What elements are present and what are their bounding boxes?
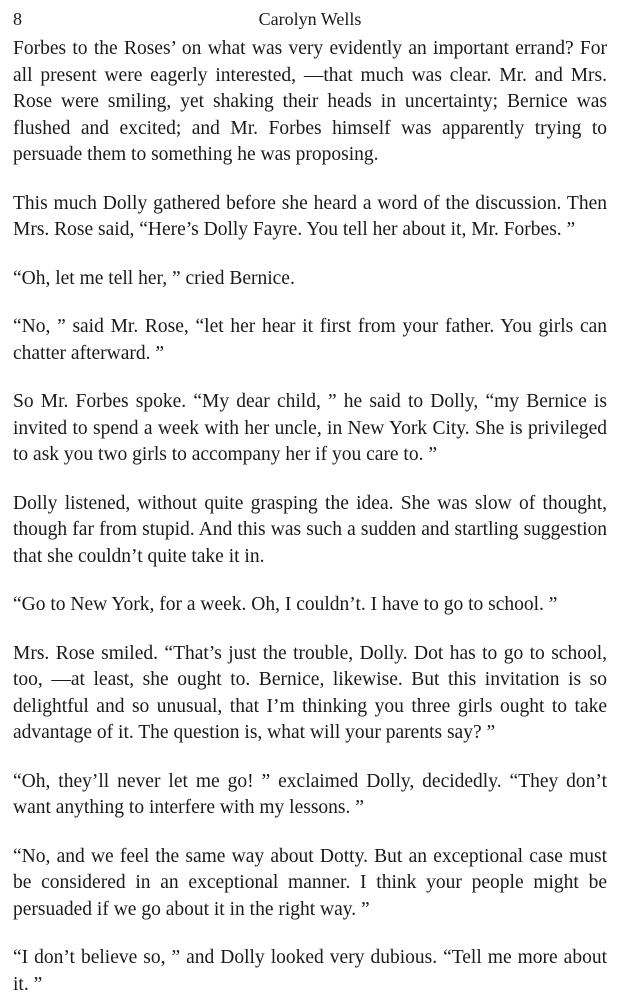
- page-header: [13, 6, 607, 32]
- paragraph: “No, and we feel the same way about Dotty. But an exceptional case must be considered in an exceptional manner. I think your people might be persuaded if we go about it in the right way. ”: [13, 845, 607, 920]
- paragraph: This much Dolly gathered before she heard a word of the discussion. Then Mrs. Rose said, “Here’s Dolly Fayre. You tell her about it, Mr. Forbes. ”: [13, 192, 607, 240]
- paragraph: Mrs. Rose smiled. “That’s just the trouble, Dolly. Dot has to go to school, too, —at least, she ought to. Bernice, likewise. But this invitation is so delightful and so unusual, that I’m thinking you three girls ought to take advantage of it. The question is, what will your parents say? ”: [13, 642, 607, 743]
- paragraph: Dolly listened, without quite grasping the idea. She was slow of thought, though far from stupid. And this was such a sudden and startling suggestion that she couldn’t quite take it in.: [13, 492, 607, 567]
- running-head: Carolyn Wells: [258, 9, 362, 29]
- paragraph: “No, ” said Mr. Rose, “let her hear it first from your father. You girls can chatter afterward. ”: [13, 316, 607, 364]
- paragraph: “Go to New York, for a week. Oh, I couldn’t. I have to go to school. ”: [13, 594, 558, 615]
- page-number: 8: [13, 9, 22, 29]
- paragraph: So Mr. Forbes spoke. “My dear child, ” he said to Dolly, “my Bernice is invited to spend a week with her uncle, in New York City. She is privileged to ask you two girls to accompany her if you care to. ”: [13, 391, 607, 465]
- paragraph: “Oh, they’ll never let me go! ” exclaimed Dolly, decidedly. “They don’t want anything to interfere with my lessons. ”: [13, 770, 607, 818]
- paragraph: Forbes to the Roses’ on what was very evidently an important errand? For all present were eagerly interested, —that much was clear. Mr. and Mrs. Rose were smiling, yet shaking their heads in uncertainty; Bernice was flushed and excited; and Mr. Forbes himself was apparently trying to persuade them to something he was proposing.: [13, 38, 607, 165]
- paragraph: “Oh, let me tell her, ” cried Bernice.: [13, 267, 295, 289]
- paragraph: “I don’t believe so, ” and Dolly looked very dubious. “Tell me more about it. ”: [13, 947, 607, 995]
- body-text: [13, 36, 607, 998]
